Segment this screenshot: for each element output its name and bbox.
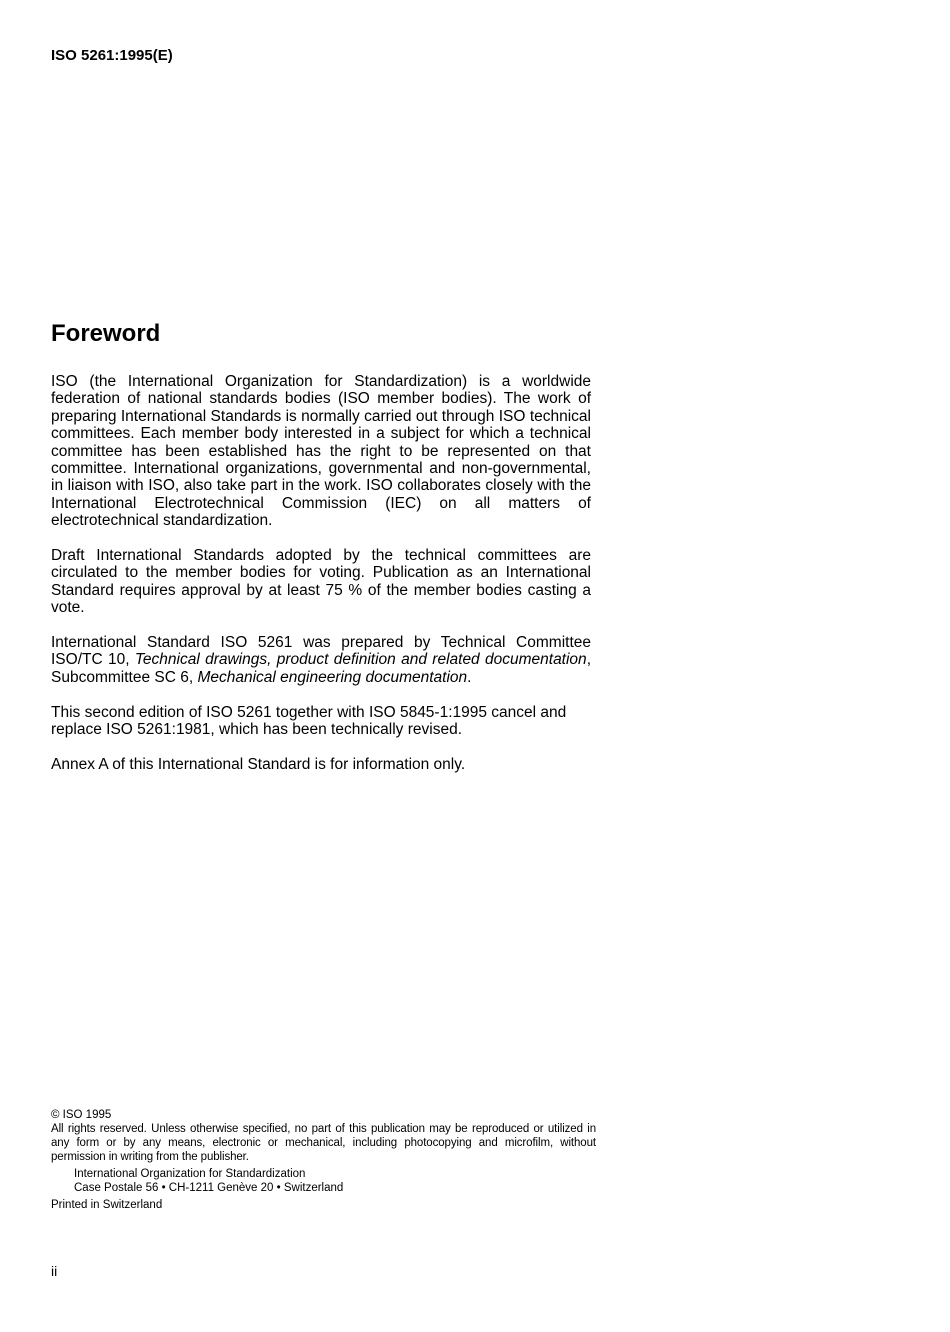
copyright-block [51, 1108, 596, 1212]
paragraph-edition: This second edition of ISO 5261 together with ISO 5845-1:1995 cancel and replace ISO 5261:1981, which has been technically revised. [51, 703, 567, 739]
document-id-header: ISO 5261:1995(E) [51, 47, 173, 64]
organization-address: Case Postale 56 • CH-1211 Genève 20 • Switzerland [74, 1182, 344, 1194]
paragraph-iso-intro: ISO (the International Organization for Standardization) is a worldwide federation of national standards bodies (ISO member bodies). The work of preparing International Standards is normally carried out through ISO technical committees. Each member body interested in a subject for which a technical committee has been established has the right to be represented on that committee. International organizations, governmental and non-governmental, in liaison with ISO, also take part in the work. ISO collaborates closely with the International Electrotechnical Commission (IEC) on all matters of electrotechnical standardization. [51, 373, 591, 530]
organization-name: International Organization for Standardization [74, 1168, 306, 1180]
paragraph-prepared-by [51, 634, 591, 686]
prepared-by-text-3: . [467, 668, 472, 686]
copyright-notice: © ISO 1995 [51, 1109, 112, 1121]
publisher-address [51, 1167, 596, 1195]
prepared-by-text-1: International Standard ISO 5261 was prepared by Technical Committee ISO/TC 10, [51, 634, 591, 669]
subcommittee-title: Mechanical engineering documentation [197, 668, 468, 686]
page-number: ii [51, 1263, 58, 1279]
paragraph-annex: Annex A of this International Standard is for information only. [51, 755, 466, 773]
paragraph-draft-standards: Draft International Standards adopted by the technical committees are circulated to the member bodies for voting. Publication as an International Standard requires approval by at least 75 % of the member bodies casting a vote. [51, 547, 591, 617]
foreword-body [51, 373, 591, 773]
page-title: Foreword [51, 320, 161, 347]
committee-title: Technical drawings, product definition and related documentation [134, 651, 587, 669]
prepared-by-text-2: , Subcommittee SC 6, [51, 651, 591, 686]
printed-location: Printed in Switzerland [51, 1199, 163, 1211]
rights-reserved-text: All rights reserved. Unless otherwise specified, no part of this publication may be reproduced or utilized in any form or by any means, electronic or mechanical, including photocopying and microfilm, without permission in writing from the publisher. [51, 1123, 596, 1163]
